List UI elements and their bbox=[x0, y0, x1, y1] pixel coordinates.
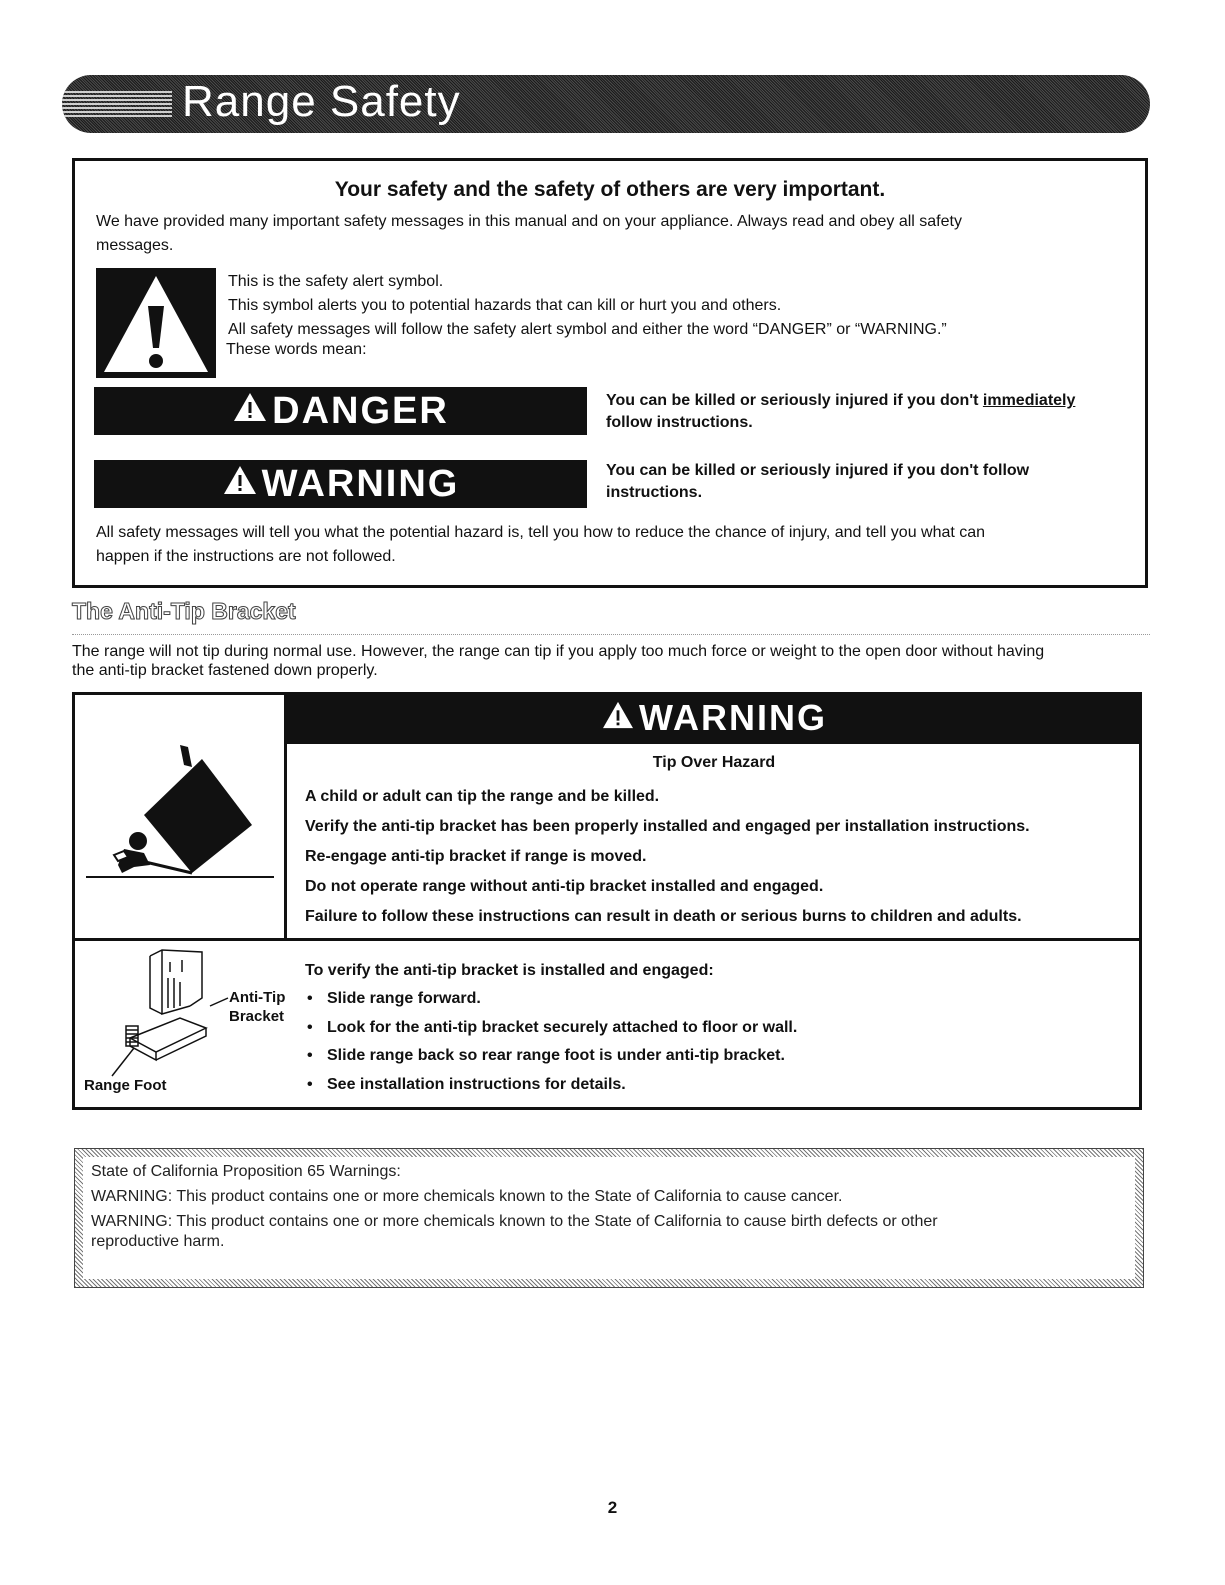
warning-meaning bbox=[606, 460, 1126, 504]
hazard-line: A child or adult can tip the range and be killed. bbox=[305, 788, 660, 805]
alert-triangle-icon bbox=[222, 463, 258, 506]
danger-text: follow instructions. bbox=[606, 414, 753, 431]
verify-step: • Slide range forward. bbox=[305, 988, 797, 1017]
warning-label: WARNING bbox=[639, 697, 827, 738]
bracket-label bbox=[229, 988, 285, 1026]
page-number: 2 bbox=[607, 1498, 618, 1517]
page-title: Range Safety bbox=[182, 77, 461, 126]
hazard-line: Do not operate range without anti-tip bracket installed and engaged. bbox=[305, 878, 824, 895]
alert-line: All safety messages will follow the safety alert symbol and either the word “DANGER” or “WARNING.” bbox=[228, 321, 947, 338]
danger-signal-word bbox=[94, 387, 587, 435]
tip-over-warning-header bbox=[286, 692, 1142, 744]
warning-signal-word bbox=[94, 460, 587, 508]
prop65-line: reproductive harm. bbox=[91, 1233, 225, 1250]
verify-step: • Look for the anti-tip bracket securely attached to floor or wall. bbox=[305, 1017, 797, 1046]
safety-intro bbox=[96, 210, 1136, 258]
safety-heading: Your safety and the safety of others are very important. bbox=[334, 178, 886, 201]
range-tipping-illustration bbox=[84, 745, 279, 885]
prop65-line: WARNING: This product contains one or more chemicals known to the State of California to cause birth defects or other bbox=[91, 1213, 938, 1230]
safety-outro-line: happen if the instructions are not followed. bbox=[96, 548, 396, 565]
bracket-label-line: Anti-Tip bbox=[229, 989, 286, 1006]
warning-label: WARNING bbox=[261, 462, 460, 505]
safety-alert-symbol-icon bbox=[96, 268, 216, 378]
anti-tip-bracket-illustration bbox=[110, 948, 230, 1078]
anti-tip-intro bbox=[72, 642, 1152, 680]
safety-intro-line: We have provided many important safety messages in this manual and on your appliance. Always read and obey all safety bbox=[96, 213, 962, 230]
safety-outro bbox=[96, 521, 1136, 569]
alert-line: These words mean: bbox=[226, 341, 367, 358]
hazard-title: Tip Over Hazard bbox=[652, 754, 776, 771]
hazard-line: Verify the anti-tip bracket has been properly installed and engaged per installation instructions. bbox=[305, 818, 1030, 835]
box-divider bbox=[72, 938, 1142, 941]
verify-title: To verify the anti-tip bracket is installed and engaged: bbox=[305, 962, 714, 979]
alert-line: This symbol alerts you to potential hazards that can kill or hurt you and others. bbox=[228, 297, 782, 314]
bracket-label-line: Bracket bbox=[229, 1008, 285, 1025]
range-foot-label: Range Foot bbox=[84, 1077, 167, 1094]
prop65-line: WARNING: This product contains one or more chemicals known to the State of California to cause cancer. bbox=[91, 1188, 843, 1205]
section-heading: The Anti-Tip Bracket bbox=[72, 598, 296, 624]
safety-intro-line: messages. bbox=[96, 237, 174, 254]
alert-triangle-icon bbox=[601, 697, 635, 739]
alert-symbol-explanation bbox=[228, 270, 947, 362]
danger-emphasis: immediately bbox=[982, 392, 1076, 409]
banner-decoration bbox=[62, 91, 172, 117]
verify-steps bbox=[305, 988, 797, 1102]
title-banner bbox=[62, 75, 1150, 133]
alert-line: This is the safety alert symbol. bbox=[228, 273, 444, 290]
hazard-line: Re-engage anti-tip bracket if range is moved. bbox=[305, 848, 647, 865]
section-divider bbox=[72, 634, 1150, 635]
danger-meaning bbox=[606, 390, 1126, 434]
warning-text: You can be killed or seriously injured if you don't follow bbox=[606, 462, 1030, 479]
safety-outro-line: All safety messages will tell you what the potential hazard is, tell you how to reduce the chance of injury, and tell you what can bbox=[96, 524, 986, 541]
hazard-lines bbox=[305, 786, 1135, 936]
anti-tip-intro-line: The range will not tip during normal use. However, the range can tip if you apply too much force or weight to the open door without having bbox=[72, 643, 1045, 660]
verify-step: • Slide range back so rear range foot is under anti-tip bracket. bbox=[305, 1045, 797, 1074]
hazard-line: Failure to follow these instructions can result in death or serious burns to children and adults. bbox=[305, 908, 1022, 925]
prop65-line: State of California Proposition 65 Warnings: bbox=[91, 1163, 401, 1180]
danger-label: DANGER bbox=[272, 389, 449, 432]
verify-step: • See installation instructions for details. bbox=[305, 1074, 797, 1103]
anti-tip-intro-line: the anti-tip bracket fastened down properly. bbox=[72, 662, 378, 679]
warning-text: instructions. bbox=[606, 484, 703, 501]
danger-text: You can be killed or seriously injured if you don't bbox=[606, 392, 983, 409]
prop65-text bbox=[91, 1162, 938, 1257]
alert-triangle-icon bbox=[232, 390, 268, 433]
